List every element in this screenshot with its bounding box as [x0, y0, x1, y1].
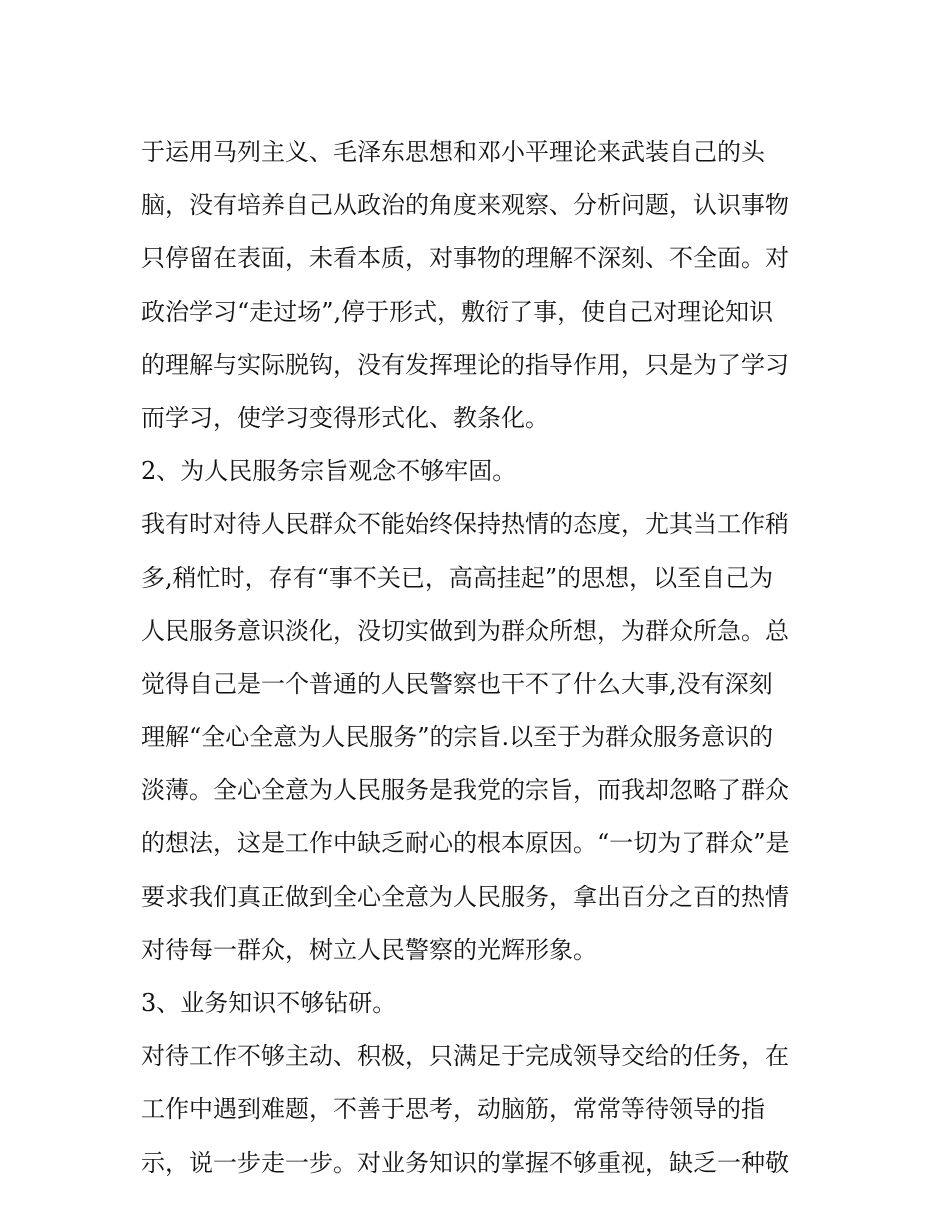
text-line: 理解“全心全意为人民服务”的宗旨.以至于为群众服务意识的	[141, 723, 774, 752]
text-line: 觉得自己是一个普通的人民警察也干不了什么大事,没有深刻	[141, 669, 773, 698]
text-line: 多,稍忙时，存有“事不关已，高高挂起”的思想，以至自己为	[141, 563, 774, 592]
text-line: 而学习，使学习变得形式化、教条化。	[141, 403, 549, 432]
text-line: 示，说一步走一步。对业务知识的掌握不够重视，缺乏一种敬	[141, 1148, 789, 1177]
text-line: 对待工作不够主动、积极，只满足于完成领导交给的任务，在	[141, 1042, 789, 1071]
section-heading: 2、为人民服务宗旨观念不够牢固。	[141, 457, 517, 486]
text-line: 对待每一群众，树立人民警察的光辉形象。	[141, 935, 597, 964]
text-line: 淡薄。全心全意为人民服务是我党的宗旨，而我却忽略了群众	[141, 776, 789, 805]
text-line: 人民服务意识淡化，没切实做到为群众所想，为群众所急。总	[141, 616, 789, 645]
text-line: 工作中遇到难题，不善于思考，动脑筋，常常等待领导的指	[141, 1095, 765, 1124]
document-body	[141, 126, 831, 1190]
text-line: 脑，没有培养自己从政治的角度来观察、分析问题，认识事物	[141, 191, 789, 220]
text-line: 要求我们真正做到全心全意为人民服务，拿出百分之百的热情	[141, 882, 789, 911]
text-line: 政治学习“走过场”,停于形式，敷衍了事，使自己对理论知识	[141, 297, 774, 326]
text-line: 于运用马列主义、毛泽东思想和邓小平理论来武装自己的头	[141, 138, 765, 166]
text-line: 的想法，这是工作中缺乏耐心的根本原因。“一切为了群众”是	[141, 829, 790, 858]
section-heading: 3、业务知识不够钻研。	[141, 989, 397, 1017]
text-line: 只停留在表面，未看本质，对事物的理解不深刻、不全面。对	[141, 244, 789, 273]
text-line: 的理解与实际脱钩，没有发挥理论的指导作用，只是为了学习	[141, 350, 789, 379]
text-line: 我有时对待人民群众不能始终保持热情的态度，尤其当工作稍	[141, 510, 789, 539]
